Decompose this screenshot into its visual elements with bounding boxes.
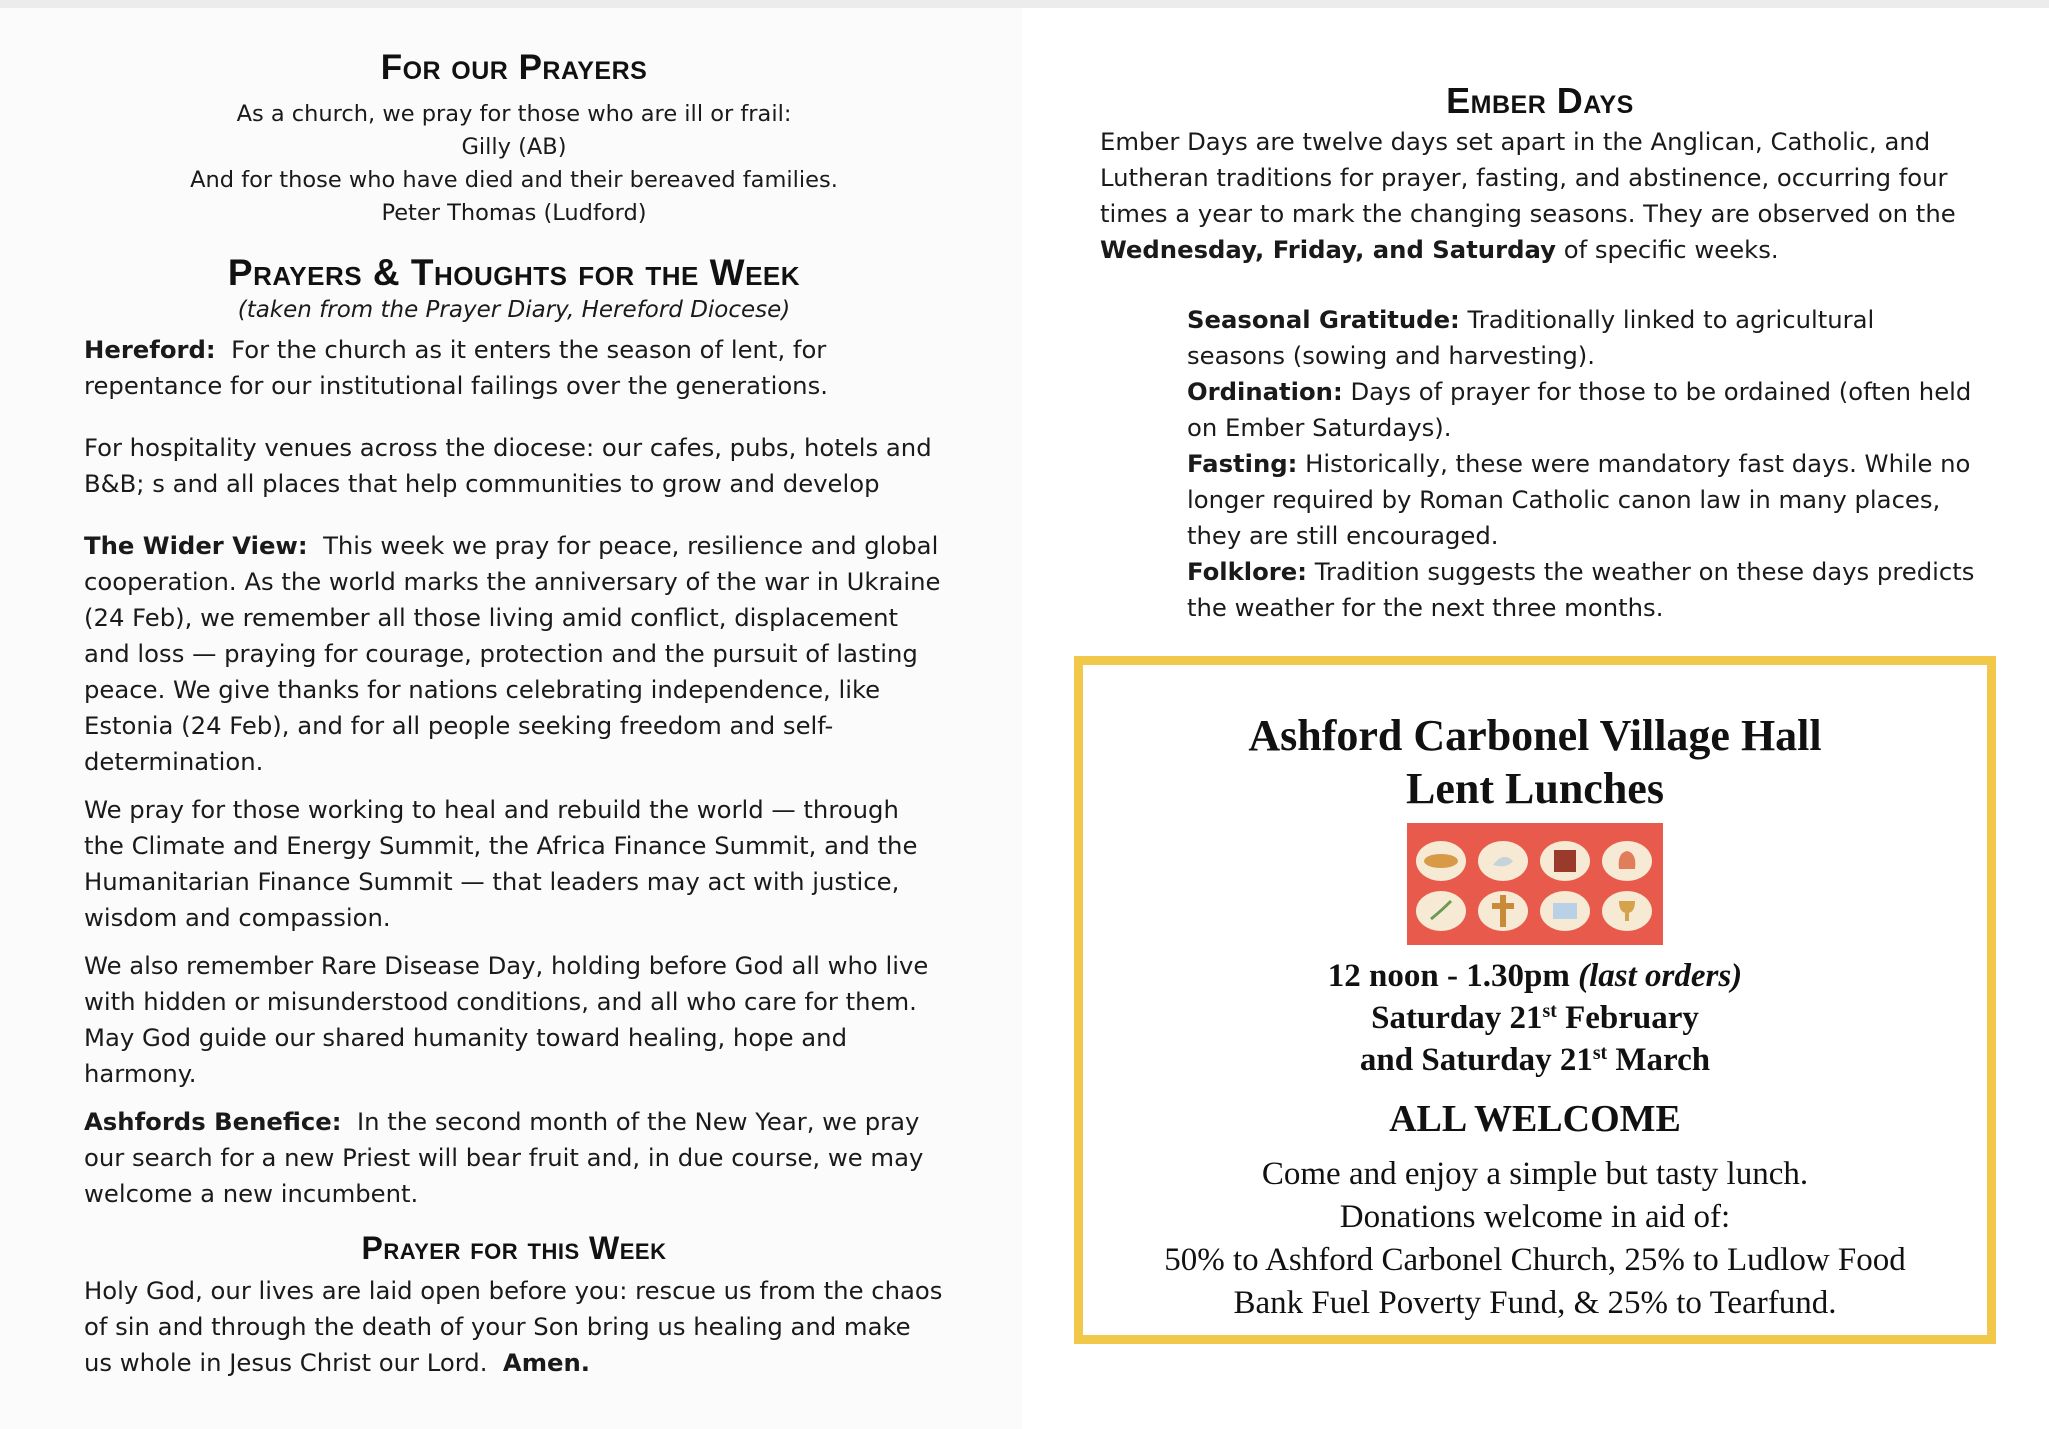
date-1-suffix: st (1542, 1000, 1557, 1023)
right-column (1100, 80, 1980, 626)
prayers-heading: For our Prayers (380, 48, 648, 87)
ember-intro (1100, 124, 1980, 268)
item-label: Seasonal Gratitude: (1187, 305, 1460, 334)
item-label: Fasting: (1187, 449, 1298, 478)
prayers-line: Gilly (AB) (461, 134, 567, 160)
wider-view-paragraph (84, 528, 944, 780)
ember-intro-bold: Wednesday, Friday, and Saturday (1100, 235, 1556, 264)
poster-content (1083, 709, 1987, 1325)
bible-icon (1554, 850, 1576, 872)
poster-time (1083, 955, 1987, 997)
item-text: Historically, these were mandatory fast days. While no longer required by Roman Catholic canon law in many places, they are still encouraged. (1187, 449, 1971, 550)
rare-disease-paragraph: We also remember Rare Disease Day, holding before God all who live with hidden or misunderstood conditions, and all who care for them. May God guide our shared humanity toward healing, hope and harmony. (84, 951, 929, 1088)
heal-paragraph: We pray for those working to heal and rebuild the world — through the Climate and Energy Summit, the Africa Finance Summit, and the Humanitarian Finance Summit — that leaders may act with justice, wisdom and compassion. (84, 795, 918, 932)
item-text: Traditionally linked to agricultural seasons (sowing and harvesting). (1187, 305, 1875, 370)
week-heading: Prayers & Thoughts for the Week (227, 252, 801, 293)
prayer-text: Holy God, our lives are laid open before you: rescue us from the chaos of sin and through the death of your Son bring us healing and make us whole in Jesus Christ our Lord. (84, 1276, 943, 1377)
church-icon (1553, 903, 1577, 919)
ember-list (1100, 302, 1980, 626)
item-text: Tradition suggests the weather on these days predicts the weather for the next three months. (1187, 557, 1975, 622)
poster-welcome: ALL WELCOME (1389, 1098, 1681, 1140)
date-2-month: March (1615, 1042, 1711, 1078)
list-item (1187, 374, 1980, 446)
poster-body-line: Donations welcome in aid of: (1339, 1199, 1731, 1235)
poster-body (1083, 1153, 1987, 1325)
ember-intro-end: of specific weeks. (1563, 235, 1779, 264)
poster-date-2 (1083, 1039, 1987, 1081)
lent-symbols-image (1407, 823, 1663, 945)
poster-subtitle: Lent Lunches (1406, 764, 1664, 813)
prayers-line: As a church, we pray for those who are ill or frail: (236, 101, 792, 127)
prayer-amen: Amen. (502, 1348, 591, 1377)
poster-date-1 (1083, 997, 1987, 1039)
list-item (1187, 554, 1980, 626)
wider-view-label: The Wider View: (84, 531, 308, 560)
prayers-line: And for those who have died and their bereaved families. (190, 167, 838, 193)
time-italic: (last orders) (1578, 958, 1743, 994)
hereford-label: Hereford: (84, 335, 216, 364)
poster-body-line: 50% to Ashford Carbonel Church, 25% to Ludlow Food (1164, 1242, 1906, 1278)
cross-icon-vertical (1500, 895, 1506, 927)
benefice-text: In the second month of the New Year, we pray our search for a new Priest will bear fruit and, in due course, we may welcome a new incumbent. (84, 1107, 924, 1208)
poster-title: Ashford Carbonel Village Hall (1248, 711, 1822, 760)
ember-intro-text: Ember Days are twelve days set apart in the Anglican, Catholic, and Lutheran traditions for prayer, fasting, and abstinence, occurring four times a year to mark the changing seasons. They are observed on the (1100, 127, 1956, 228)
hereford-text: For the church as it enters the season of lent, for repentance for our institutional failings over the generations. (84, 335, 828, 400)
ember-heading: Ember Days (1446, 80, 1634, 121)
hereford-paragraph (84, 332, 944, 404)
hospitality-paragraph: For hospitality venues across the diocese: our cafes, pubs, hotels and B&B; s and all places that help communities to grow and develop (84, 433, 932, 498)
list-item (1187, 446, 1980, 554)
wider-view-text: This week we pray for peace, resilience and global cooperation. As the world marks the anniversary of the war in Ukraine (24 Feb), we remember all those living amid conflict, displacement and loss — praying for courage, protection and the pursuit of lasting peace. We give thanks for nations celebrating independence, like Estonia (24 Feb), and for all people seeking freedom and self-determination. (84, 531, 941, 776)
date-1-month: February (1565, 1000, 1699, 1036)
left-page (0, 8, 1022, 1429)
top-strip (0, 0, 2049, 8)
benefice-label: Ashfords Benefice: (84, 1107, 342, 1136)
cross-icon-horizontal (1492, 903, 1514, 909)
list-item (1187, 302, 1980, 374)
item-label: Folklore: (1187, 557, 1307, 586)
date-1-text: Saturday 21 (1371, 1000, 1543, 1036)
left-column (84, 48, 944, 1381)
prayer-heading: Prayer for this Week (361, 1230, 667, 1266)
time-text: 12 noon - 1.30pm (1327, 958, 1570, 994)
week-subtitle: (taken from the Prayer Diary, Hereford Diocese) (237, 297, 791, 323)
poster-body-line: Bank Fuel Poverty Fund, & 25% to Tearfund. (1233, 1285, 1837, 1321)
item-label: Ordination: (1187, 377, 1343, 406)
poster-body-line: Come and enjoy a simple but tasty lunch. (1261, 1156, 1809, 1192)
date-2-suffix: st (1592, 1042, 1608, 1065)
bread-icon (1424, 854, 1458, 868)
prayers-line: Peter Thomas (Ludford) (381, 200, 647, 226)
date-2-text: and Saturday 21 (1359, 1042, 1593, 1078)
prayer-paragraph (84, 1273, 944, 1381)
benefice-paragraph (84, 1104, 944, 1212)
lent-lunches-poster (1074, 656, 1996, 1344)
item-text: Days of prayer for those to be ordained (often held on Ember Saturdays). (1187, 377, 1972, 442)
